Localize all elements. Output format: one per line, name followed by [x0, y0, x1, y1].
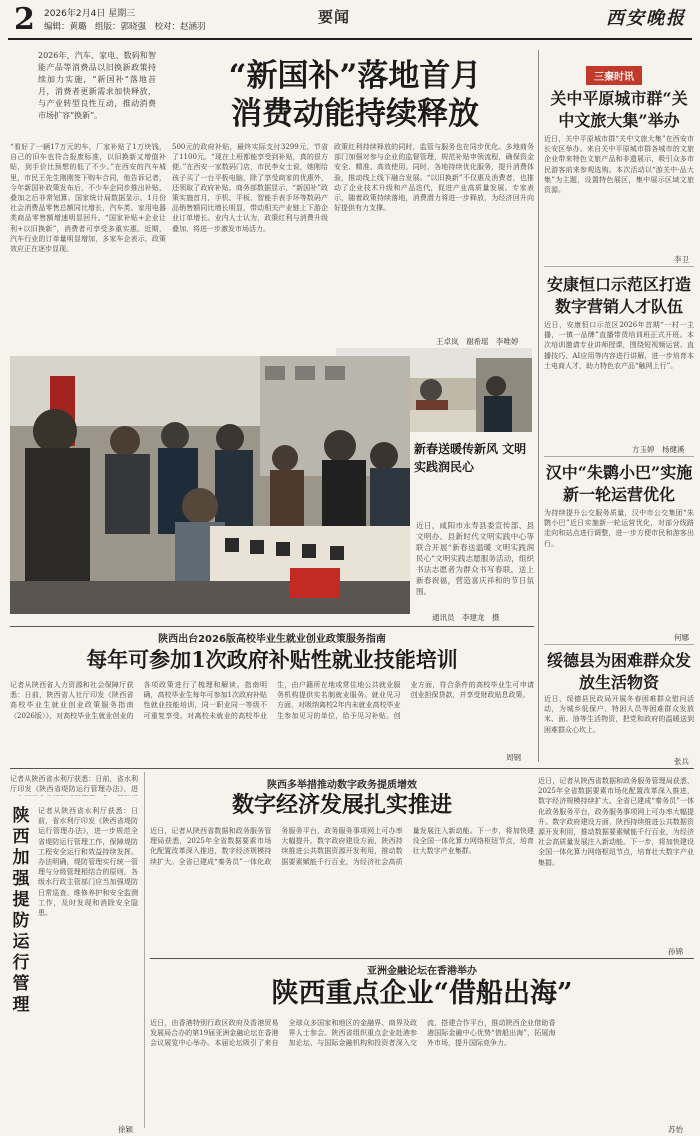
digital-body: 近日，记者从陕西省数据和政务服务管理局获悉，2025年全省数据要素市场化配置改革深入推进，数字经济规模持续扩大。全省已建成“秦务员”一体化政务服务平台，政务服务事项网上可办率大幅提升。数字政府建设方面，陕西持续推进公共数据资源开发利用，推动数据要素赋能千行百业，为经济社会高质量发展注入新动能。下一步，将加快建设全国一体化算力网络枢纽节点，培育壮大数字产业集群。 — [150, 827, 534, 866]
digital-headline: 数字经济发展扎实推进 — [231, 792, 452, 818]
ship-byline: 苏怡 — [668, 1125, 683, 1134]
sidebar-story-4-byline: 张兵 — [674, 757, 689, 766]
divider — [544, 266, 694, 267]
ship-kicker: 亚洲金融论坛在香港举办 — [367, 966, 477, 977]
sidebar-story-2-title: 安康恒口示范区打造数字营销人才队伍 — [546, 275, 691, 316]
divider — [544, 456, 694, 457]
sidebar-story-1-title: 关中平原城市群“关中文旅大集”举办 — [550, 89, 688, 130]
sidebar-story-3-byline: 何娜 — [674, 633, 689, 642]
divider — [544, 644, 694, 645]
sidebar-story-4-body: 近日，绥德县民政局开展冬春困难群众慰问活动，为城乡低保户、特困人员等困难群众发放米、面、油等生活物资，把党和政府的温暖送到困难群众心坎上。 — [544, 695, 694, 734]
sidebar-story-2-byline: 方玉婷 杨健溪 — [632, 445, 685, 454]
photo-credit: 通讯员 李建龙 摄 — [432, 613, 500, 622]
sidebar-story-2-body: 近日，安康恒口示范区2026年首期“一村一主播，一镇一品牌”直播带货培训班正式开班。本次培训邀请专业讲师授课，围绕短视频运营、直播技巧、AI应用等内容进行讲解，进一步培育本土电商人才，助力特色农产品“触网上行”。 — [544, 321, 694, 370]
lead-column-2: 500元的政府补贴，最终实际支付3299元，节省了1100元。“现在上班都能享受到补贴，真的很方便。”在西安一家数码门店，市民李女士说，她刚给孩子买了一台平板电脑，除了享受商家的优惠外，还领取了政府补贴。商务部数据显示，“新国补”政策实施首月，手机、平板、智能手表手环等数码产品销售额同比增长明显，带动相关产业链上下游企业订单增长。业内人士认为，政策红利与消费升级叠加，将进一步激发市场活力。 — [172, 143, 328, 233]
sidebar-divider — [538, 50, 539, 762]
employment-headline: 每年可参加1次政府补贴性就业技能培训 — [86, 647, 458, 672]
masthead-logo: 西安晚报 — [606, 8, 686, 29]
sidebar-story-1-byline: 李卫 — [674, 255, 689, 264]
divider — [10, 768, 694, 769]
lead-headline-2: 消费动能持续释放 — [231, 96, 479, 132]
divider — [150, 958, 694, 959]
editor-credits: 编辑：黄璐 组版：郭晓强 校对：赵涵羽 — [44, 22, 206, 32]
safety-byline: 徐颖 — [118, 1125, 133, 1134]
employment-body: 记者从陕西省人力资源和社会保障厅获悉：日前，陕西省人社厅印发《陕西省高校毕业生就业创业政策服务指南（2026版）》，对高校毕业生就业创业的各项政策进行了梳理和解读。指南明确，高校毕业生每年可参加1次政府补贴性就业技能培训，同一职业同一等级不可重复享受。对离校未就业的高校毕业生，由户籍所在地或常住地公共就业服务机构提供实名制就业服务。就业见习方面，对吸纳离校2年内未就业高校毕业生参加见习的单位，给予见习补贴。创业方面，符合条件的高校毕业生可申请创业担保贷款，并享受财政贴息政策。 — [10, 681, 534, 720]
lead-column-1: “看好了一辆17万元的车，厂家补贴了1万块钱，自己的旧车也符合报废标准，以旧换新又增值补贴，到手价比预想的低了不少。”在西安的汽车城里，市民王先生刚刚签下购车合同，他告诉记者，今年新国补政策发布后，不少车企同步推出补贴，叠加之后非常划算。国家统计局数据显示，1月份社会消费品零售总额同比增长，汽车类、家用电器类商品零售额增速明显回升。“国家补贴+企业让利+以旧换新”，消费者可享受多重实惠。近期，汽车行业的订单量明显增加，多家车企表示，政策效应正在逐步显现。 — [10, 143, 166, 254]
sidebar-tag: 三秦时讯 — [586, 66, 642, 85]
section-title: 要闻 — [318, 8, 351, 26]
divider — [10, 626, 534, 627]
ship-headline: 陕西重点企业“借船出海” — [271, 978, 573, 1009]
sidebar-story-4-title: 绥德县为困难群众发放生活物资 — [546, 651, 691, 692]
page-header — [0, 0, 700, 48]
safety-body: 记者从陕西省水利厅获悉：日前，省水利厅印发《陕西省堤防运行管理办法》，进一步规范全省堤防运行管理工作，保障堤防工程安全运行和效益持续发挥。办法明确，堤防管理实行统一管理与分级管理相结合的原则，各级水行政主管部门应当加强堤防日常巡查、维修养护和安全监测工作，及时发现和消除安全隐患。 — [38, 807, 138, 918]
ship-body: 近日，由香港特别行政区政府及香港贸易发展局合办的第19届亚洲金融论坛在香港会议展览中心举办。本届论坛吸引了来自全球众多国家和地区的金融界、商界及政界人士参会。陕西省组织重点企业赴港参加论坛，与国际金融机构和投资者深入交流，搭建合作平台，推动陕西企业借助香港国际金融中心优势“借船出海”，拓展海外市场，提升国际竞争力。 — [150, 1019, 556, 1048]
issue-date: 2026年2月4日 星期三 — [44, 9, 136, 19]
safety-side-title: 陕西加强提防运行管理 — [12, 806, 30, 1015]
digital-body-extra: 近日，记者从陕西省数据和政务服务管理局获悉，2025年全省数据要素市场化配置改革深入推进，数字经济规模持续扩大。全省已建成“秦务员”一体化政务服务平台，政务服务事项网上可办率大幅提升。数字政府建设方面，陕西持续推进公共数据资源开发利用，推动数据要素赋能千行百业，为经济社会高质量发展注入新动能。下一步，将加快建设全国一体化算力网络枢纽节点，培育壮大数字产业集群。 — [538, 777, 694, 867]
lead-column-3: 政策红利持续释放的同时，监管与服务也在同步优化。多地商务部门加强对参与企业的监督管理，规范补贴申领流程，确保资金安全、精准、高效使用。同时，各地持续优化服务，提升消费体验，推动线上线下融合发展。“以旧换新”不仅惠及消费者，也推动了企业技术升级和产品迭代，促进产业高质量发展。专家表示，随着政策持续落地，消费潜力将进一步释放，为经济回升向好提供有力支撑。 — [334, 143, 534, 213]
header-rule — [8, 38, 692, 40]
safety-lead: 记者从陕西省水利厅获悉：日前，省水利厅印发《陕西省堤防运行管理办法》，进 — [10, 775, 138, 794]
photo-caption-title: 新春送暖传新风 文明实践润民心 — [414, 442, 527, 474]
sidebar-story-3-title: 汉中“朱鹮小巴”实施新一轮运营优化 — [545, 463, 693, 504]
sidebar-story-1-body: 近日，关中平原城市群“关中文旅大集”在西安市长安区举办。来自关中平原城市群各城市的文旅企业带来特色文旅产品和非遗展示，吸引众多市民游客前来参观选购。本次活动以“游关中·品大集”为主题，设置特色展区，集中展示区域文旅资源。 — [544, 135, 694, 195]
main-photo — [10, 356, 410, 614]
employment-byline: 周钢 — [506, 753, 521, 762]
page-number: 2 — [14, 2, 35, 37]
lead-byline: 王卓岚 谢希瑶 李唯婷 — [436, 337, 519, 346]
digital-byline: 孙锦 — [668, 947, 683, 956]
sidebar-story-3-body: 为持续提升公交服务质量，汉中市公交集团“朱鹮小巴”近日实施新一轮运营优化，对部分线路走向和站点进行调整，进一步方便市民和游客出行。 — [544, 509, 694, 548]
digital-kicker: 陕西多举措推动数字政务提质增效 — [267, 780, 417, 791]
employment-kicker: 陕西出台2026版高校毕业生就业创业政策服务指南 — [158, 634, 386, 645]
photo-caption: 近日，咸阳市永寿县委宣传部、县文明办、县新时代文明实践中心等联合开展“新春送温暖 文明实践润民心”文明实践志愿服务活动，组织书法志愿者为群众书写春联，送上新春祝福，营造喜庆祥和的节日氛围。 — [416, 521, 534, 596]
lead-intro: 2026年，汽车、家电、数码和智能产品等消费品以旧换新政策持续加力实施，“新国补”落地首月，消费者更新需求加快释放，与产业转型良性互动，推动消费市场扩容“换新”。 — [38, 51, 156, 120]
divider — [144, 772, 145, 1128]
lead-headline-1: “新国补”落地首月 — [228, 58, 482, 94]
